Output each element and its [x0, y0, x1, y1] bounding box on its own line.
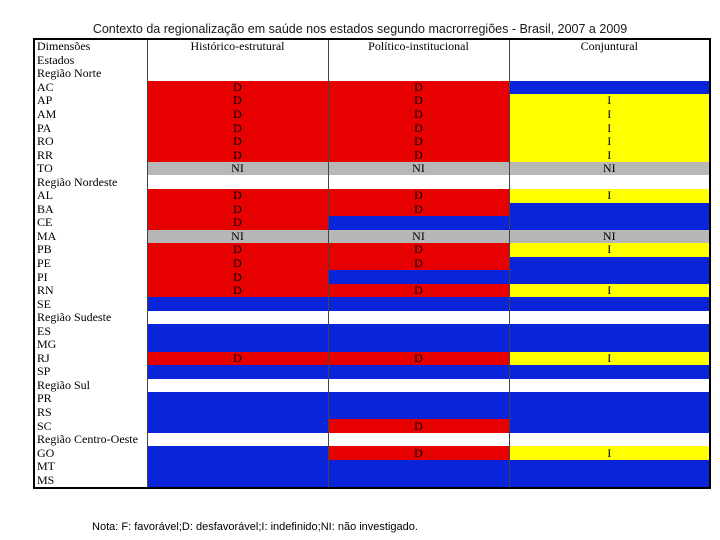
state-label: AP [37, 94, 53, 108]
cell-conjuntural: NI [509, 162, 710, 176]
cell-conjuntural: I [509, 446, 710, 460]
state-label: PR [37, 392, 52, 406]
cell-historico-estrutural: NI [147, 230, 328, 244]
state-label: AL [37, 189, 53, 203]
region-row [34, 379, 710, 393]
cell-conjuntural: F [509, 392, 710, 406]
cell-conjuntural: I [509, 121, 710, 135]
state-row [34, 81, 710, 95]
column-header-historico-estrutural: Histórico-estrutural [147, 39, 328, 54]
header-row [34, 39, 710, 54]
state-row [34, 108, 710, 122]
cell-conjuntural: I [509, 189, 710, 203]
empty-cell [328, 311, 509, 325]
state-row [34, 460, 710, 474]
state-label: RS [37, 405, 52, 420]
region-label: Região Nordeste [37, 175, 118, 189]
state-label: PI [37, 270, 48, 284]
region-row [34, 433, 710, 447]
state-row [34, 297, 710, 311]
cell-conjuntural: F [509, 460, 710, 474]
cell-historico-estrutural: D [147, 81, 328, 95]
state-row [34, 270, 710, 284]
cell-conjuntural: F [509, 324, 710, 338]
region-label: Região Centro-Oeste [37, 432, 138, 447]
state-row [34, 203, 710, 217]
state-label: RN [37, 283, 54, 298]
state-row [34, 94, 710, 108]
cell-politico-institucional: F [328, 324, 509, 338]
cell-historico-estrutural: D [147, 203, 328, 217]
state-label: BA [37, 202, 54, 216]
cell-conjuntural: F [509, 270, 710, 284]
empty-cell [328, 54, 509, 68]
state-label: RO [37, 134, 54, 149]
cell-historico-estrutural: F [147, 324, 328, 338]
cell-historico-estrutural: D [147, 108, 328, 122]
state-label: GO [37, 446, 55, 460]
empty-cell [509, 54, 710, 68]
cell-politico-institucional: D [328, 257, 509, 271]
state-row [34, 446, 710, 460]
empty-cell [147, 433, 328, 447]
cell-politico-institucional: F [328, 338, 509, 352]
cell-historico-estrutural: F [147, 419, 328, 433]
cell-historico-estrutural: D [147, 135, 328, 149]
cell-conjuntural: I [509, 148, 710, 162]
state-row [34, 230, 710, 244]
state-label: AC [37, 80, 54, 94]
cell-politico-institucional: F [328, 270, 509, 284]
cell-politico-institucional: D [328, 121, 509, 135]
empty-cell [328, 433, 509, 447]
cell-politico-institucional: F [328, 297, 509, 311]
region-row [34, 67, 710, 81]
cell-politico-institucional: D [328, 243, 509, 257]
state-label: SP [37, 365, 51, 379]
chart-title: Contexto da regionalização em saúde nos estados segundo macrorregiões - Brasil, 2007 a 2009 [92, 22, 628, 36]
cell-historico-estrutural: D [147, 94, 328, 108]
cell-politico-institucional: F [328, 392, 509, 406]
cell-conjuntural: F [509, 216, 710, 230]
cell-conjuntural: F [509, 297, 710, 311]
cell-politico-institucional: NI [328, 162, 509, 176]
cell-politico-institucional: D [328, 352, 509, 366]
empty-cell [509, 433, 710, 447]
state-row [34, 257, 710, 271]
cell-politico-institucional: F [328, 365, 509, 379]
cell-historico-estrutural: F [147, 338, 328, 352]
empty-cell [509, 311, 710, 325]
state-row [34, 474, 710, 489]
cell-politico-institucional: D [328, 189, 509, 203]
cell-historico-estrutural: D [147, 216, 328, 230]
cell-historico-estrutural: F [147, 297, 328, 311]
cell-historico-estrutural: F [147, 406, 328, 420]
empty-cell [147, 54, 328, 68]
state-row [34, 365, 710, 379]
cell-historico-estrutural: D [147, 257, 328, 271]
cell-conjuntural: I [509, 135, 710, 149]
empty-cell [147, 175, 328, 189]
state-label: PB [37, 243, 52, 257]
state-row [34, 324, 710, 338]
empty-cell [147, 379, 328, 393]
state-label: SE [37, 297, 52, 311]
cell-conjuntural: I [509, 108, 710, 122]
state-row [34, 352, 710, 366]
column-header-politico-institucional: Político-institucional [328, 39, 509, 54]
state-label: TO [37, 161, 53, 176]
region-row [34, 311, 710, 325]
cell-politico-institucional: D [328, 446, 509, 460]
cell-historico-estrutural: D [147, 148, 328, 162]
cell-politico-institucional: D [328, 81, 509, 95]
empty-cell [328, 175, 509, 189]
state-row [34, 392, 710, 406]
cell-historico-estrutural: D [147, 243, 328, 257]
subheader-row [34, 54, 710, 68]
state-row [34, 135, 710, 149]
states-subheader: Estados [37, 53, 75, 67]
state-row [34, 406, 710, 420]
state-label: MG [37, 338, 57, 352]
cell-conjuntural: NI [509, 230, 710, 244]
cell-conjuntural: F [509, 338, 710, 352]
cell-politico-institucional: F [328, 406, 509, 420]
state-label: PA [37, 121, 52, 135]
state-row [34, 162, 710, 176]
column-header-dimensoes: Dimensões [37, 39, 91, 54]
cell-conjuntural: F [509, 419, 710, 433]
cell-historico-estrutural: F [147, 392, 328, 406]
cell-conjuntural: F [509, 474, 710, 489]
cell-politico-institucional: D [328, 135, 509, 149]
state-row [34, 243, 710, 257]
empty-cell [509, 67, 710, 81]
cell-historico-estrutural: NI [147, 162, 328, 176]
state-row [34, 148, 710, 162]
cell-conjuntural: F [509, 257, 710, 271]
empty-cell [147, 67, 328, 81]
state-label: RJ [37, 351, 50, 365]
cell-politico-institucional: F [328, 460, 509, 474]
cell-conjuntural: F [509, 365, 710, 379]
cell-historico-estrutural: F [147, 460, 328, 474]
empty-cell [328, 67, 509, 81]
state-label: RR [37, 148, 54, 162]
cell-historico-estrutural: D [147, 189, 328, 203]
cell-historico-estrutural: D [147, 121, 328, 135]
cell-conjuntural: F [509, 203, 710, 217]
region-label: Região Sul [37, 378, 90, 392]
cell-conjuntural: I [509, 284, 710, 298]
cell-politico-institucional: D [328, 284, 509, 298]
cell-conjuntural: F [509, 81, 710, 95]
state-label: MS [37, 473, 55, 487]
empty-cell [509, 175, 710, 189]
state-label: MA [37, 229, 57, 243]
cell-politico-institucional: D [328, 419, 509, 433]
state-label: MT [37, 459, 55, 474]
state-label: AM [37, 107, 57, 121]
footnote: Nota: F: favorável;D: desfavorável;I: indefinido;NI: não investigado. [92, 521, 418, 533]
cell-conjuntural: I [509, 94, 710, 108]
cell-historico-estrutural: F [147, 474, 328, 489]
cell-politico-institucional: D [328, 148, 509, 162]
cell-politico-institucional: F [328, 474, 509, 489]
cell-politico-institucional: D [328, 108, 509, 122]
state-row [34, 189, 710, 203]
cell-historico-estrutural: F [147, 365, 328, 379]
regionalization-table [33, 38, 711, 489]
state-row [34, 338, 710, 352]
region-row [34, 175, 710, 189]
cell-politico-institucional: D [328, 94, 509, 108]
state-row [34, 216, 710, 230]
state-label: CE [37, 216, 53, 230]
state-label: ES [37, 324, 52, 338]
state-label: SC [37, 419, 52, 433]
cell-conjuntural: F [509, 406, 710, 420]
cell-politico-institucional: F [328, 216, 509, 230]
state-row [34, 121, 710, 135]
cell-conjuntural: I [509, 243, 710, 257]
cell-politico-institucional: D [328, 203, 509, 217]
state-row [34, 419, 710, 433]
cell-historico-estrutural: F [147, 446, 328, 460]
column-header-conjuntural: Conjuntural [509, 39, 710, 54]
empty-cell [509, 379, 710, 393]
cell-historico-estrutural: D [147, 270, 328, 284]
empty-cell [328, 379, 509, 393]
cell-politico-institucional: NI [328, 230, 509, 244]
state-label: PE [37, 256, 52, 271]
empty-cell [147, 311, 328, 325]
region-label: Região Sudeste [37, 310, 112, 325]
cell-historico-estrutural: D [147, 284, 328, 298]
cell-conjuntural: I [509, 352, 710, 366]
state-row [34, 284, 710, 298]
cell-historico-estrutural: D [147, 352, 328, 366]
region-label: Região Norte [37, 67, 102, 81]
